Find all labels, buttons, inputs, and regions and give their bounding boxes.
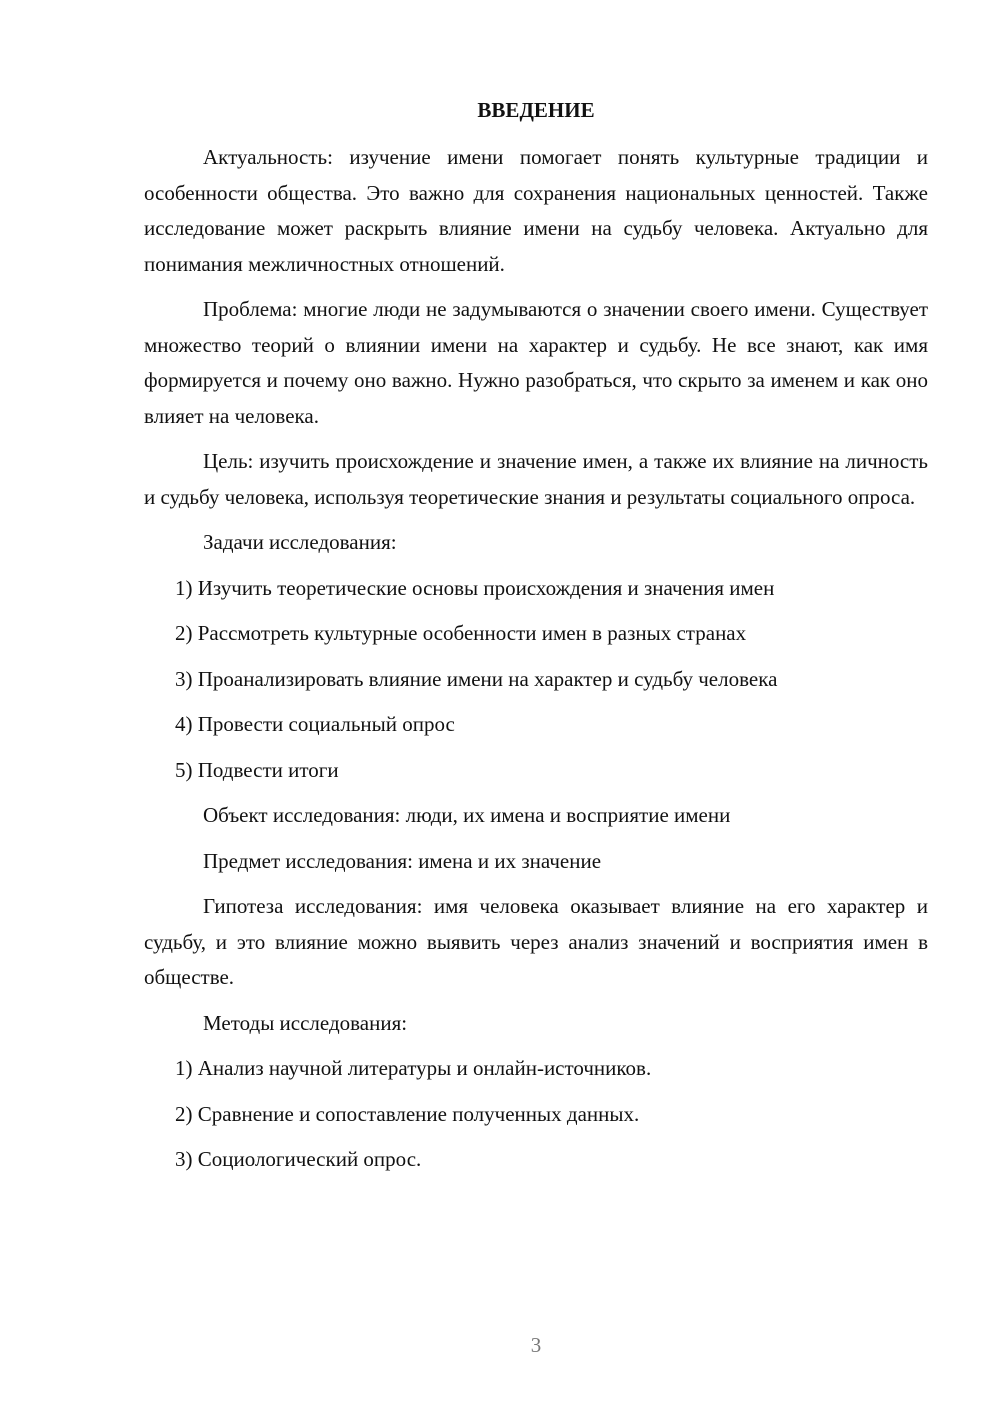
goal-paragraph: Цель: изучить происхождение и значение имен, а также их влияние на личность и судьбу человека, используя теоретические знания и результаты социального опроса. xyxy=(144,449,928,509)
method-item: 3) Социологический опрос. xyxy=(175,1147,422,1171)
problem-paragraph: Проблема: многие люди не задумываются о значении своего имени. Существует множество теорий о влиянии имени на характер и судьбу. Не все знают, как имя формируется и почему оно важно. Нужно разобраться, что скрыто за именем и как оно влияет на человека. xyxy=(144,297,928,428)
methods-title: Методы исследования: xyxy=(203,1010,408,1035)
task-item: 5) Подвести итоги xyxy=(175,757,339,782)
relevance-paragraph: Актуальность: изучение имени помогает понять культурные традиции и особенности общества. Это важно для сохранения национальных ценностей. Также исследование может раскрыть влияние имени на судьбу человека. Актуально для понимания межличностных отношений. xyxy=(144,145,928,276)
page-content xyxy=(144,96,928,1188)
method-item: 1) Анализ научной литературы и онлайн-источников. xyxy=(175,1056,652,1080)
tasks-title: Задачи исследования: xyxy=(203,530,397,554)
task-item: 2) Рассмотреть культурные особенности имен в разных странах xyxy=(175,621,747,645)
hypothesis-paragraph: Гипотеза исследования: имя человека оказывает влияние на его характер и судьбу, и это влияние можно выявить через анализ значений и восприятия имен в обществе. xyxy=(144,894,928,989)
task-item: 4) Провести социальный опрос xyxy=(175,712,455,736)
subject-paragraph: Предмет исследования: имена и их значение xyxy=(203,848,602,873)
object-paragraph: Объект исследования: люди, их имена и восприятие имени xyxy=(203,803,731,827)
section-heading: ВВЕДЕНИЕ xyxy=(477,98,595,122)
method-item: 2) Сравнение и сопоставление полученных данных. xyxy=(175,1101,640,1126)
task-item: 1) Изучить теоретические основы происхождения и значения имен xyxy=(175,575,775,600)
page-number: 3 xyxy=(530,1333,542,1357)
task-item: 3) Проанализировать влияние имени на характер и судьбу человека xyxy=(175,666,778,691)
